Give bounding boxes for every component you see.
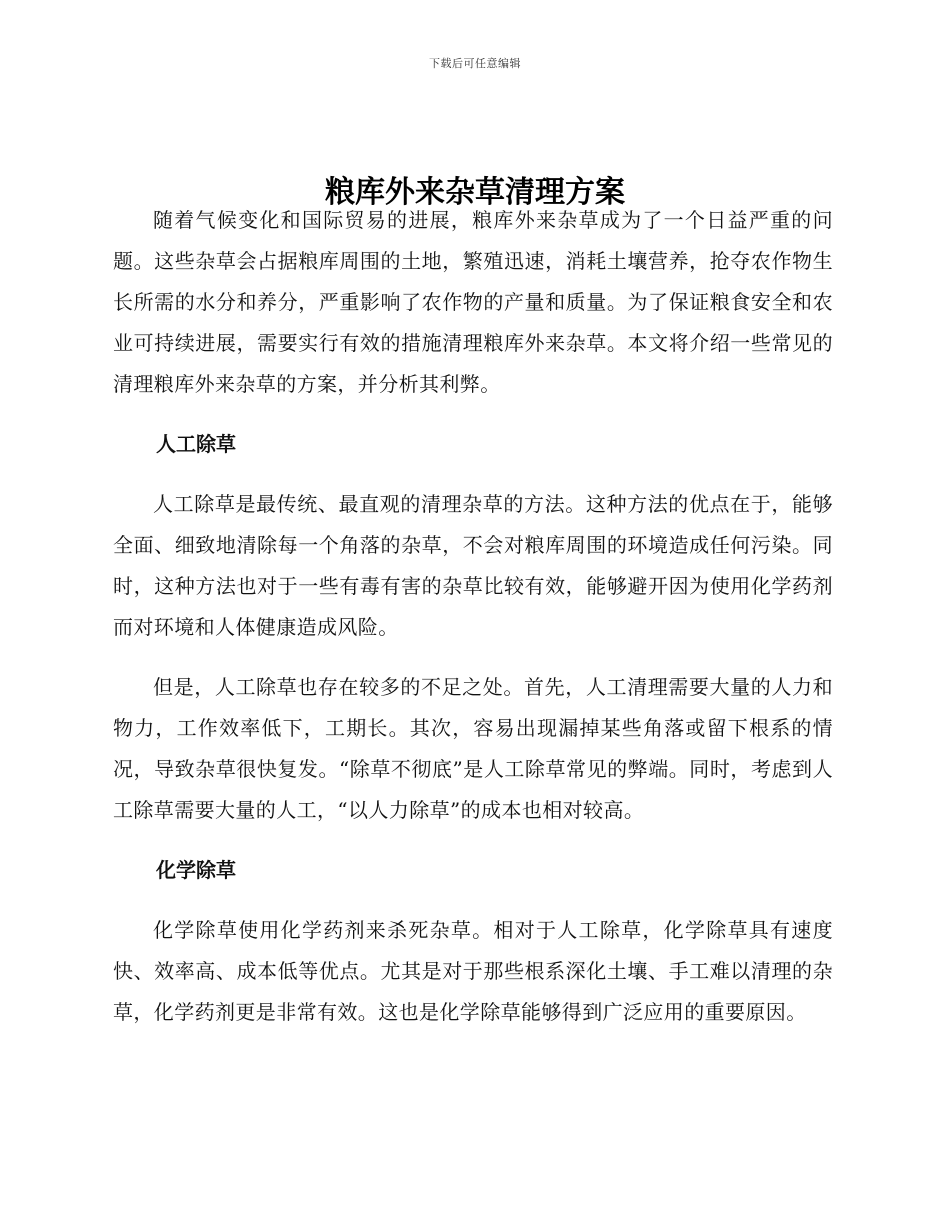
document-body [113,200,833,1033]
intro-paragraph: 随着气候变化和国际贸易的进展，粮库外来杂草成为了一个日益严重的问题。这些杂草会占据粮库周围的土地，繁殖迅速，消耗土壤营养，抢夺农作物生长所需的水分和养分，严重影响了农作物的产量和质量。为了保证粮食安全和农业可持续进展，需要实行有效的措施清理粮库外来杂草。本文将介绍一些常见的清理粮库外来杂草的方案，并分析其利弊。 [113,208,833,396]
section-heading-manual-weeding: 人工除草 [156,432,236,456]
document-title: 粮库外来杂草清理方案 [325,175,625,211]
section-paragraph: 化学除草使用化学药剂来杀死杂草。相对于人工除草，化学除草具有速度快、效率高、成本低等优点。尤其是对于那些根系深化土壤、手工难以清理的杂草，化学药剂更是非常有效。这也是化学除草能够得到广泛应用的重要原因。 [113,918,833,1024]
page-header: 下载后可任意编辑 [429,57,521,70]
section-paragraph: 但是，人工除草也存在较多的不足之处。首先，人工清理需要大量的人力和物力，工作效率低下，工期长。其次，容易出现漏掉某些角落或留下根系的情况，导致杂草很快复发。“除草不彻底”是人工除草常见的弊端。同时，考虑到人工除草需要大量的人工，“以人力除草”的成本也相对较高。 [113,675,833,822]
section-paragraph: 人工除草是最传统、最直观的清理杂草的方法。这种方法的优点在于，能够全面、细致地清除每一个角落的杂草，不会对粮库周围的环境造成任何污染。同时，这种方法也对于一些有毒有害的杂草比较有效，能够避开因为使用化学药剂而对环境和人体健康造成风险。 [113,492,833,639]
section-heading-chemical-weeding: 化学除草 [156,858,236,882]
